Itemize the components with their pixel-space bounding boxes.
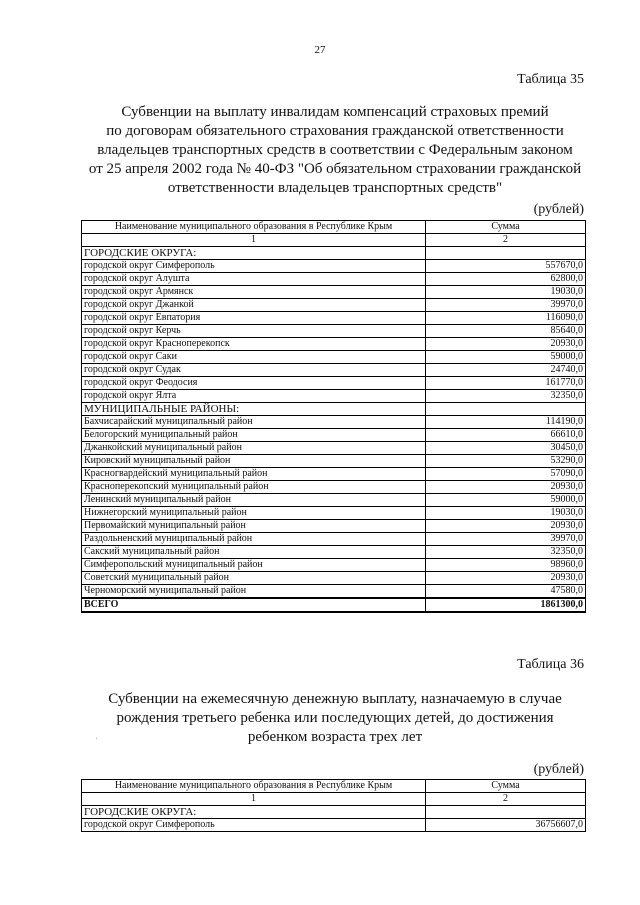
table-35-unit: (рублей) [533,202,584,217]
table-35-title-line: по договорам обязательного страхования гражданской ответственности [106,123,564,139]
row-sum: 66610,0 [426,429,586,442]
table-row [82,377,586,390]
row-name: городской округ Армянск [82,286,426,299]
table-35-title [70,103,600,198]
row-sum: 59000,0 [426,351,586,364]
row-name: городской округ Джанкой [82,299,426,312]
row-sum: 114190,0 [426,416,586,429]
column-index-2: 2 [426,793,586,806]
table-row [82,273,586,286]
table-row [82,494,586,507]
row-name: городской округ Алушта [82,273,426,286]
table-row [82,286,586,299]
section-title: МУНИЦИПАЛЬНЫЕ РАЙОНЫ: [82,403,426,416]
table-row [82,260,586,273]
table-36-title [70,690,600,747]
column-index-2: 2 [426,234,586,247]
table-row [82,481,586,494]
table-row [82,338,586,351]
table-row [82,390,586,403]
column-header-name: Наименование муниципального образования в Республике Крым [82,780,426,793]
row-name: Раздольненский муниципальный район [82,533,426,546]
total-label: ВСЕГО [82,598,426,612]
column-header-name: Наименование муниципального образования в Республике Крым [82,221,426,234]
row-name: Нижнегорский муниципальный район [82,507,426,520]
row-name: городской округ Феодосия [82,377,426,390]
table-row [82,585,586,599]
row-name: Первомайский муниципальный район [82,520,426,533]
row-name: городской округ Симферополь [82,260,426,273]
row-name: Сакский муниципальный район [82,546,426,559]
table-35-title-line: Субвенции на выплату инвалидам компенсаций страховых премий [121,104,549,120]
table-36-unit: (рублей) [533,762,584,777]
table-36-label: Таблица 36 [517,657,584,672]
row-sum: 19030,0 [426,507,586,520]
total-sum: 1861300,0 [426,598,586,612]
table-36 [81,779,586,832]
row-name: городской округ Симферополь [82,819,426,832]
table-row [82,416,586,429]
row-name: городской округ Керчь [82,325,426,338]
row-sum: 24740,0 [426,364,586,377]
table-row [82,468,586,481]
row-name: Бахчисарайский муниципальный район [82,416,426,429]
table-35 [81,220,586,613]
table-row [82,559,586,572]
table-36-title-line: Субвенции на ежемесячную денежную выплату, назначаемую в случае [108,691,562,707]
table-row [82,442,586,455]
row-name: Черноморский муниципальный район [82,585,426,599]
row-sum: 32350,0 [426,390,586,403]
row-sum: 57090,0 [426,468,586,481]
table-row [82,520,586,533]
row-sum: 47580,0 [426,585,586,599]
row-sum: 32350,0 [426,546,586,559]
row-sum: 85640,0 [426,325,586,338]
row-sum: 20930,0 [426,520,586,533]
table-row [82,299,586,312]
table-row [82,533,586,546]
section-row-cities [82,247,586,260]
table-header-row [82,780,586,793]
row-sum: 161770,0 [426,377,586,390]
row-sum: 557670,0 [426,260,586,273]
table-row [82,572,586,585]
row-name: городской округ Евпатория [82,312,426,325]
row-sum: 59000,0 [426,494,586,507]
column-index-1: 1 [82,234,426,247]
column-header-sum: Сумма [426,780,586,793]
table-35-title-line: владельцев транспортных средств в соответствии с Федеральным законом [97,142,573,158]
column-header-sum: Сумма [426,221,586,234]
row-sum: 20930,0 [426,572,586,585]
row-name: Белогорский муниципальный район [82,429,426,442]
row-name: Красноперекопский муниципальный район [82,481,426,494]
section-title: ГОРОДСКИЕ ОКРУГА: [82,247,426,260]
row-name: Ленинский муниципальный район [82,494,426,507]
table-header-row [82,221,586,234]
table-index-row [82,793,586,806]
row-sum: 20930,0 [426,481,586,494]
row-sum: 30450,0 [426,442,586,455]
table-row [82,312,586,325]
row-name: Джанкойский муниципальный район [82,442,426,455]
table-row [82,351,586,364]
table-36-title-line: ребенком возраста трех лет [247,729,423,745]
total-row [82,598,586,612]
page-number: 27 [314,44,326,56]
row-name: городской округ Судак [82,364,426,377]
row-name: городской округ Саки [82,351,426,364]
table-36-title-line: рождения третьего ребенка или последующих детей, до достижения [116,710,554,726]
row-name: городской округ Красноперекопск [82,338,426,351]
table-35-label: Таблица 35 [517,72,584,87]
table-index-row [82,234,586,247]
table-row [82,546,586,559]
row-sum: 116090,0 [426,312,586,325]
row-sum: 62800,0 [426,273,586,286]
column-index-1: 1 [82,793,426,806]
table-35-title-line: от 25 апреля 2002 года № 40-ФЗ "Об обязательном страховании гражданской [88,161,582,177]
row-name: Красногвардейский муниципальный район [82,468,426,481]
section-title: ГОРОДСКИЕ ОКРУГА: [82,806,426,819]
section-row-districts [82,403,586,416]
row-name: Симферопольский муниципальный район [82,559,426,572]
row-sum: 36756607,0 [426,819,586,832]
table-row [82,455,586,468]
table-row [82,819,586,832]
table-row [82,364,586,377]
row-name: городской округ Ялта [82,390,426,403]
row-name: Кировский муниципальный район [82,455,426,468]
section-row-cities [82,806,586,819]
row-sum: 39970,0 [426,299,586,312]
row-sum: 53290,0 [426,455,586,468]
table-row [82,429,586,442]
row-sum: 20930,0 [426,338,586,351]
row-sum: 19030,0 [426,286,586,299]
table-row [82,325,586,338]
scan-mark: ' [96,736,98,745]
row-sum: 39970,0 [426,533,586,546]
table-row [82,507,586,520]
row-sum: 98960,0 [426,559,586,572]
table-35-title-line: ответственности владельцев транспортных средств" [167,180,503,196]
row-name: Советский муниципальный район [82,572,426,585]
